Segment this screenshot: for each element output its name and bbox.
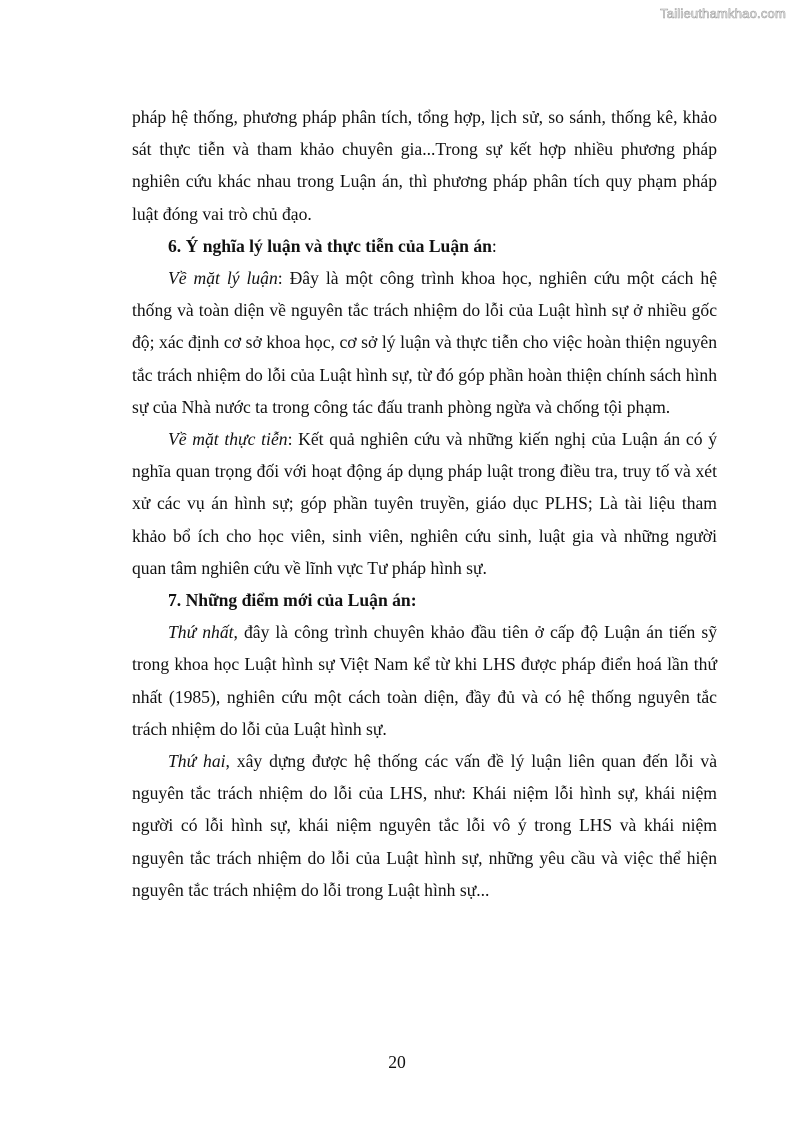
second-point-term: Thứ hai [168, 751, 226, 772]
paragraph-theoretical [132, 262, 717, 423]
watermark: Tailieuthamkhao.com [660, 6, 786, 21]
second-point-text: , xây dựng được hệ thống các vấn đề lý luận liên quan đến lỗi và nguyên tắc trách nhiệm do lỗi của LHS, như: Khái niệm lỗi hình sự, khái niệm người có lỗi hình sự, khái niệm nguyên tắc lỗi vô ý trong LHS và khái niệm nguyên tắc trách nhiệm do lỗi của Luật hình sự, những yêu cầu và việc thể hiện nguyên tắc trách nhiệm do lỗi trong Luật hình sự... [132, 751, 717, 900]
theoretical-text: : Đây là một công trình khoa học, nghiên cứu một cách hệ thống và toàn diện về nguyên tắc trách nhiệm do lỗi của Luật hình sự ở nhiều gốc độ; xác định cơ sở khoa học, cơ sở lý luận và thực tiễn cho việc hoàn thiện nguyên tắc trách nhiệm do lỗi của Luật hình sự, từ đó góp phần hoàn thiện chính sách hình sự của Nhà nước ta trong công tác đấu tranh phòng ngừa và chống tội phạm. [132, 268, 718, 417]
first-point-text: , đây là công trình chuyên khảo đầu tiên ở cấp độ Luận án tiến sỹ trong khoa học Luật hình sự Việt Nam kể từ khi LHS được pháp điển hoá lần thứ nhất (1985), nghiên cứu một cách toàn diện, đầy đủ và có hệ thống nguyên tắc trách nhiệm do lỗi của Luật hình sự. [132, 622, 717, 739]
theoretical-term: Về mặt lý luận [168, 268, 278, 289]
practical-text: : Kết quả nghiên cứu và những kiến nghị của Luận án có ý nghĩa quan trọng đối với hoạt động áp dụng pháp luật trong điều tra, truy tố và xét xử các vụ án hình sự; góp phần tuyên truyền, giáo dục PLHS; Là tài liệu tham khảo bổ ích cho học viên, sinh viên, nghiên cứu sinh, luật gia và những người quan tâm nghiên cứu về lĩnh vực Tư pháp hình sự. [132, 429, 717, 578]
paragraph-first-point [132, 616, 717, 745]
section-heading-6 [132, 230, 717, 262]
page-body [132, 101, 717, 906]
paragraph-second-point [132, 745, 717, 906]
paragraph-methods: pháp hệ thống, phương pháp phân tích, tổng hợp, lịch sử, so sánh, thống kê, khảo sát thực tiễn và tham khảo chuyên gia...Trong sự kết hợp nhiều phương pháp nghiên cứu khác nhau trong Luận án, thì phương pháp phân tích quy phạm pháp luật đóng vai trò chủ đạo. [132, 107, 717, 224]
section-heading-6-colon: : [491, 235, 497, 256]
section-heading-7: 7. Những điểm mới của Luận án: [168, 590, 417, 611]
section-heading-6-text: 6. Ý nghĩa lý luận và thực tiễn của Luận án [168, 235, 492, 256]
first-point-term: Thứ nhất [168, 622, 234, 643]
page-number: 20 [388, 1052, 406, 1072]
practical-term: Về mặt thực tiễn [168, 429, 288, 450]
paragraph-practical [132, 423, 717, 584]
